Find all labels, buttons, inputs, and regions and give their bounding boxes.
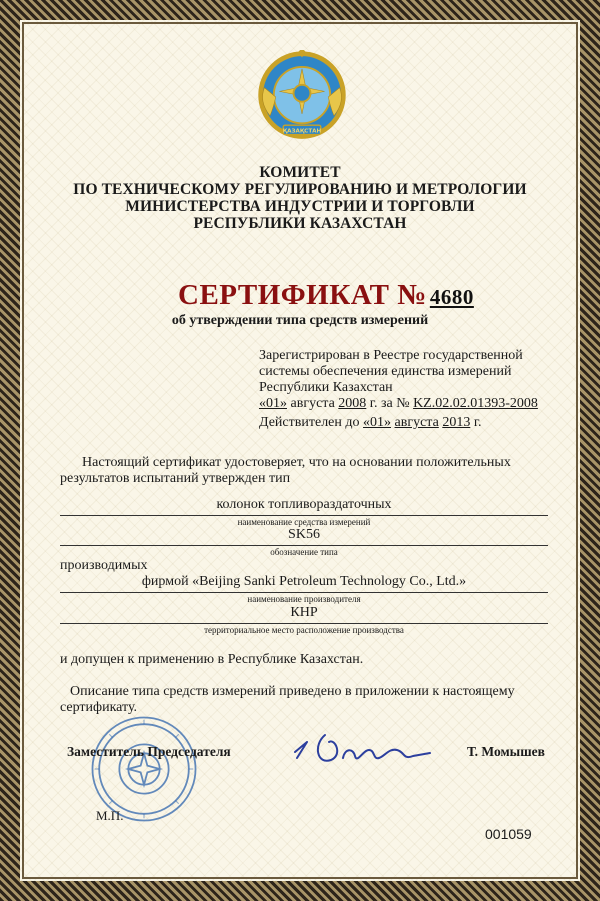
location-caption: территориальное место расположение производства (204, 625, 404, 635)
description-line-2: сертификату. (60, 700, 138, 715)
instrument-name-underline (60, 515, 548, 516)
certificate-number: 4680 (429, 285, 474, 309)
valid-year: 2013 (442, 415, 471, 430)
committee-line-3: МИНИСТЕРСТВА ИНДУСТРИИ И ТОРГОВЛИ (125, 198, 475, 215)
registration-line-2: системы обеспечения единства измерений (259, 364, 512, 379)
validity-line (259, 415, 481, 431)
admitted-statement: и допущен к применению в Республике Казахстан. (60, 652, 364, 667)
production-location: КНР (290, 605, 318, 620)
certificate-title-label: СЕРТИФИКАТ № (178, 279, 427, 311)
valid-prefix: Действителен до (259, 415, 360, 430)
type-designation-underline (60, 545, 548, 546)
type-designation: SK56 (288, 527, 320, 542)
committee-line-2: ПО ТЕХНИЧЕСКОМУ РЕГУЛИРОВАНИЮ И МЕТРОЛОГИИ (73, 181, 527, 198)
stamp-label: М.П. (96, 808, 124, 823)
description-paragraph (60, 684, 515, 716)
committee-header (0, 164, 600, 232)
statement-line-1: Настоящий сертификат удостоверяет, что на основании положительных (82, 455, 511, 470)
manufacturer-caption: наименование производителя (247, 594, 361, 604)
registration-line-4 (259, 396, 538, 412)
manufacturer-underline (60, 592, 548, 593)
statement-paragraph (60, 455, 511, 487)
signatory-name: Т. Момышев (467, 744, 545, 759)
committee-line-1: КОМИТЕТ (259, 164, 341, 181)
registration-block (259, 348, 538, 412)
handwritten-signature-icon (285, 720, 435, 775)
registration-line-3: Республики Казахстан (259, 380, 393, 395)
registration-year-suffix: г. за № (369, 396, 410, 411)
certificate-title (178, 279, 474, 312)
serial-number: 001059 (485, 826, 532, 842)
instrument-name-caption: наименование средства измерений (237, 517, 371, 527)
instrument-name: колонок топливораздаточных (216, 497, 392, 512)
produced-label: производимых (60, 558, 148, 573)
statement-line-2: результатов испытаний утвержден тип (60, 471, 291, 486)
emblem-caption: ҚАЗАҚСТАН (282, 128, 322, 135)
valid-day: «01» (363, 415, 392, 430)
certificate-subtitle: об утверждении типа средств измерений (171, 313, 429, 328)
registration-month: августа (290, 396, 335, 411)
state-emblem-icon (255, 50, 349, 144)
type-designation-caption: обозначение типа (270, 547, 338, 557)
description-line-1: Описание типа средств измерений приведено в приложении к настоящему (70, 684, 515, 699)
manufacturer-name: фирмой «Beijing Sanki Petroleum Technology Co., Ltd.» (141, 574, 467, 589)
valid-suffix: г. (473, 415, 482, 430)
committee-line-4: РЕСПУБЛИКИ КАЗАХСТАН (193, 215, 407, 232)
location-underline (60, 623, 548, 624)
registration-line-1: Зарегистрирован в Реестре государственной (259, 348, 523, 363)
registration-year: 2008 (338, 396, 367, 411)
valid-month: августа (394, 415, 439, 430)
signatory-title: Заместитель Председателя (67, 744, 231, 759)
registration-number: KZ.02.02.01393-2008 (413, 396, 538, 411)
registration-day: «01» (259, 396, 287, 411)
